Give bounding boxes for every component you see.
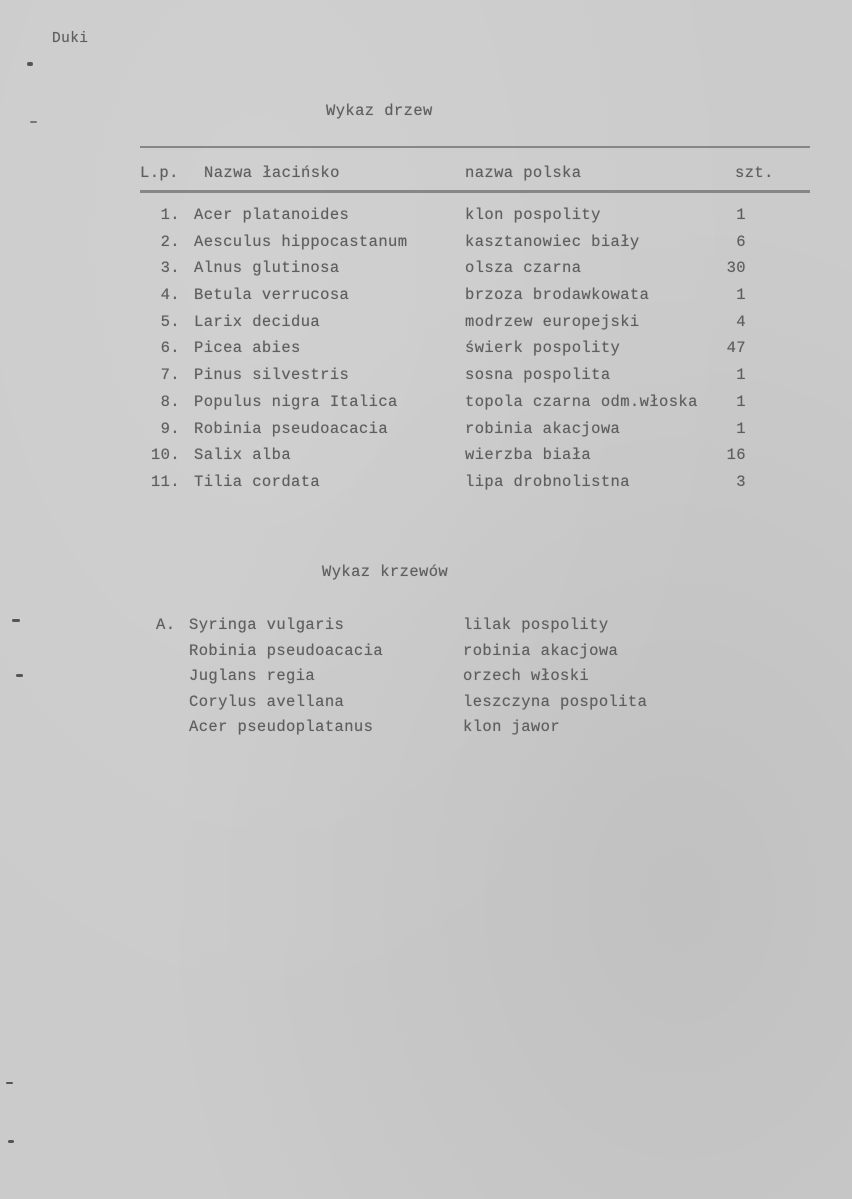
shrub-polish-name: leszczyna pospolita: [463, 692, 648, 711]
row-polish-name: brzoza brodawkowata: [465, 286, 650, 305]
margin-mark: [6, 1082, 13, 1084]
table-row: [0, 419, 852, 449]
table-row: [0, 472, 852, 502]
list-item: [0, 692, 852, 721]
table-row: [0, 448, 852, 475]
row-number: 11.: [150, 472, 180, 491]
table-row: [0, 261, 852, 288]
row-polish-name: lipa drobnolistna: [465, 472, 630, 491]
row-latin-name: Betula verrucosa: [194, 286, 350, 305]
table-row: [0, 312, 852, 342]
row-polish-name: olsza czarna: [465, 259, 582, 278]
row-count: 1: [736, 366, 746, 385]
row-number: 10.: [150, 446, 180, 465]
shrub-polish-name: robinia akacjowa: [463, 641, 619, 660]
shrubs-title: Wykaz krzewów: [322, 563, 449, 581]
shrub-polish-name: lilak pospolity: [463, 616, 609, 634]
row-number: 5.: [160, 312, 180, 331]
row-count: 1: [736, 286, 746, 305]
shrub-latin-name: Robinia pseudoacacia: [189, 641, 384, 660]
row-count: 47: [726, 339, 746, 358]
row-polish-name: topola czarna odm.włoska: [465, 392, 698, 411]
shrub-latin-name: Acer pseudoplatanus: [189, 718, 374, 737]
row-count: 1: [736, 206, 746, 224]
header-lp: L.p.: [140, 164, 179, 182]
table-row: [0, 368, 852, 395]
row-latin-name: Aesculus hippocastanum: [194, 232, 408, 251]
header-latin-name: Nazwa łacińsko: [204, 164, 340, 182]
row-latin-name: Salix alba: [194, 446, 292, 465]
list-item: [0, 669, 852, 695]
row-polish-name: sosna pospolita: [465, 366, 611, 385]
corner-label: Duki: [52, 31, 89, 47]
table-row: [0, 341, 852, 368]
row-number: 3.: [160, 259, 180, 278]
header-rule: [140, 190, 810, 193]
row-polish-name: robinia akacjowa: [465, 419, 621, 438]
shrubs-list: [0, 618, 852, 746]
row-count: 30: [726, 259, 746, 278]
row-number: 1.: [160, 206, 180, 224]
table-row: [0, 232, 852, 262]
row-polish-name: wierzba biała: [465, 446, 592, 465]
row-number: 7.: [160, 366, 180, 385]
shrub-latin-name: Syringa vulgaris: [189, 616, 345, 634]
trees-title: Wykaz drzew: [326, 102, 433, 120]
shrub-polish-name: klon jawor: [463, 718, 561, 737]
row-latin-name: Pinus silvestris: [194, 366, 350, 385]
row-count: 1: [736, 392, 746, 411]
row-latin-name: Alnus glutinosa: [194, 259, 340, 278]
table-row: [0, 208, 852, 235]
table-row: [0, 288, 852, 315]
row-latin-name: Larix decidua: [194, 312, 321, 331]
margin-mark: [8, 1140, 14, 1143]
shrub-polish-name: orzech włoski: [463, 667, 590, 686]
shrubs-group-key: A.: [156, 616, 176, 634]
list-item: [0, 720, 852, 746]
row-latin-name: Acer platanoides: [194, 206, 350, 224]
trees-table: [0, 208, 852, 502]
list-item: [0, 641, 852, 670]
margin-mark: [27, 62, 33, 66]
row-number: 6.: [160, 339, 180, 358]
row-latin-name: Tilia cordata: [194, 472, 321, 491]
header-polish-name: nazwa polska: [465, 164, 582, 182]
shrub-latin-name: Corylus avellana: [189, 692, 345, 711]
row-polish-name: klon pospolity: [465, 206, 601, 224]
row-number: 9.: [160, 419, 180, 438]
row-count: 16: [726, 446, 746, 465]
margin-mark: [30, 121, 37, 123]
row-latin-name: Robinia pseudoacacia: [194, 419, 389, 438]
row-count: 6: [736, 232, 746, 251]
table-row: [0, 392, 852, 422]
row-latin-name: Populus nigra Italica: [194, 392, 398, 411]
row-count: 4: [736, 312, 746, 331]
row-number: 8.: [160, 392, 180, 411]
row-polish-name: modrzew europejski: [465, 312, 640, 331]
header-count: szt.: [735, 164, 774, 182]
row-polish-name: świerk pospolity: [465, 339, 621, 358]
list-item: [0, 618, 852, 644]
row-number: 4.: [160, 286, 180, 305]
table-top-rule: [140, 146, 810, 148]
row-count: 3: [736, 472, 746, 491]
row-count: 1: [736, 419, 746, 438]
row-latin-name: Picea abies: [194, 339, 301, 358]
row-number: 2.: [160, 232, 180, 251]
shrub-latin-name: Juglans regia: [189, 667, 316, 686]
row-polish-name: kasztanowiec biały: [465, 232, 640, 251]
